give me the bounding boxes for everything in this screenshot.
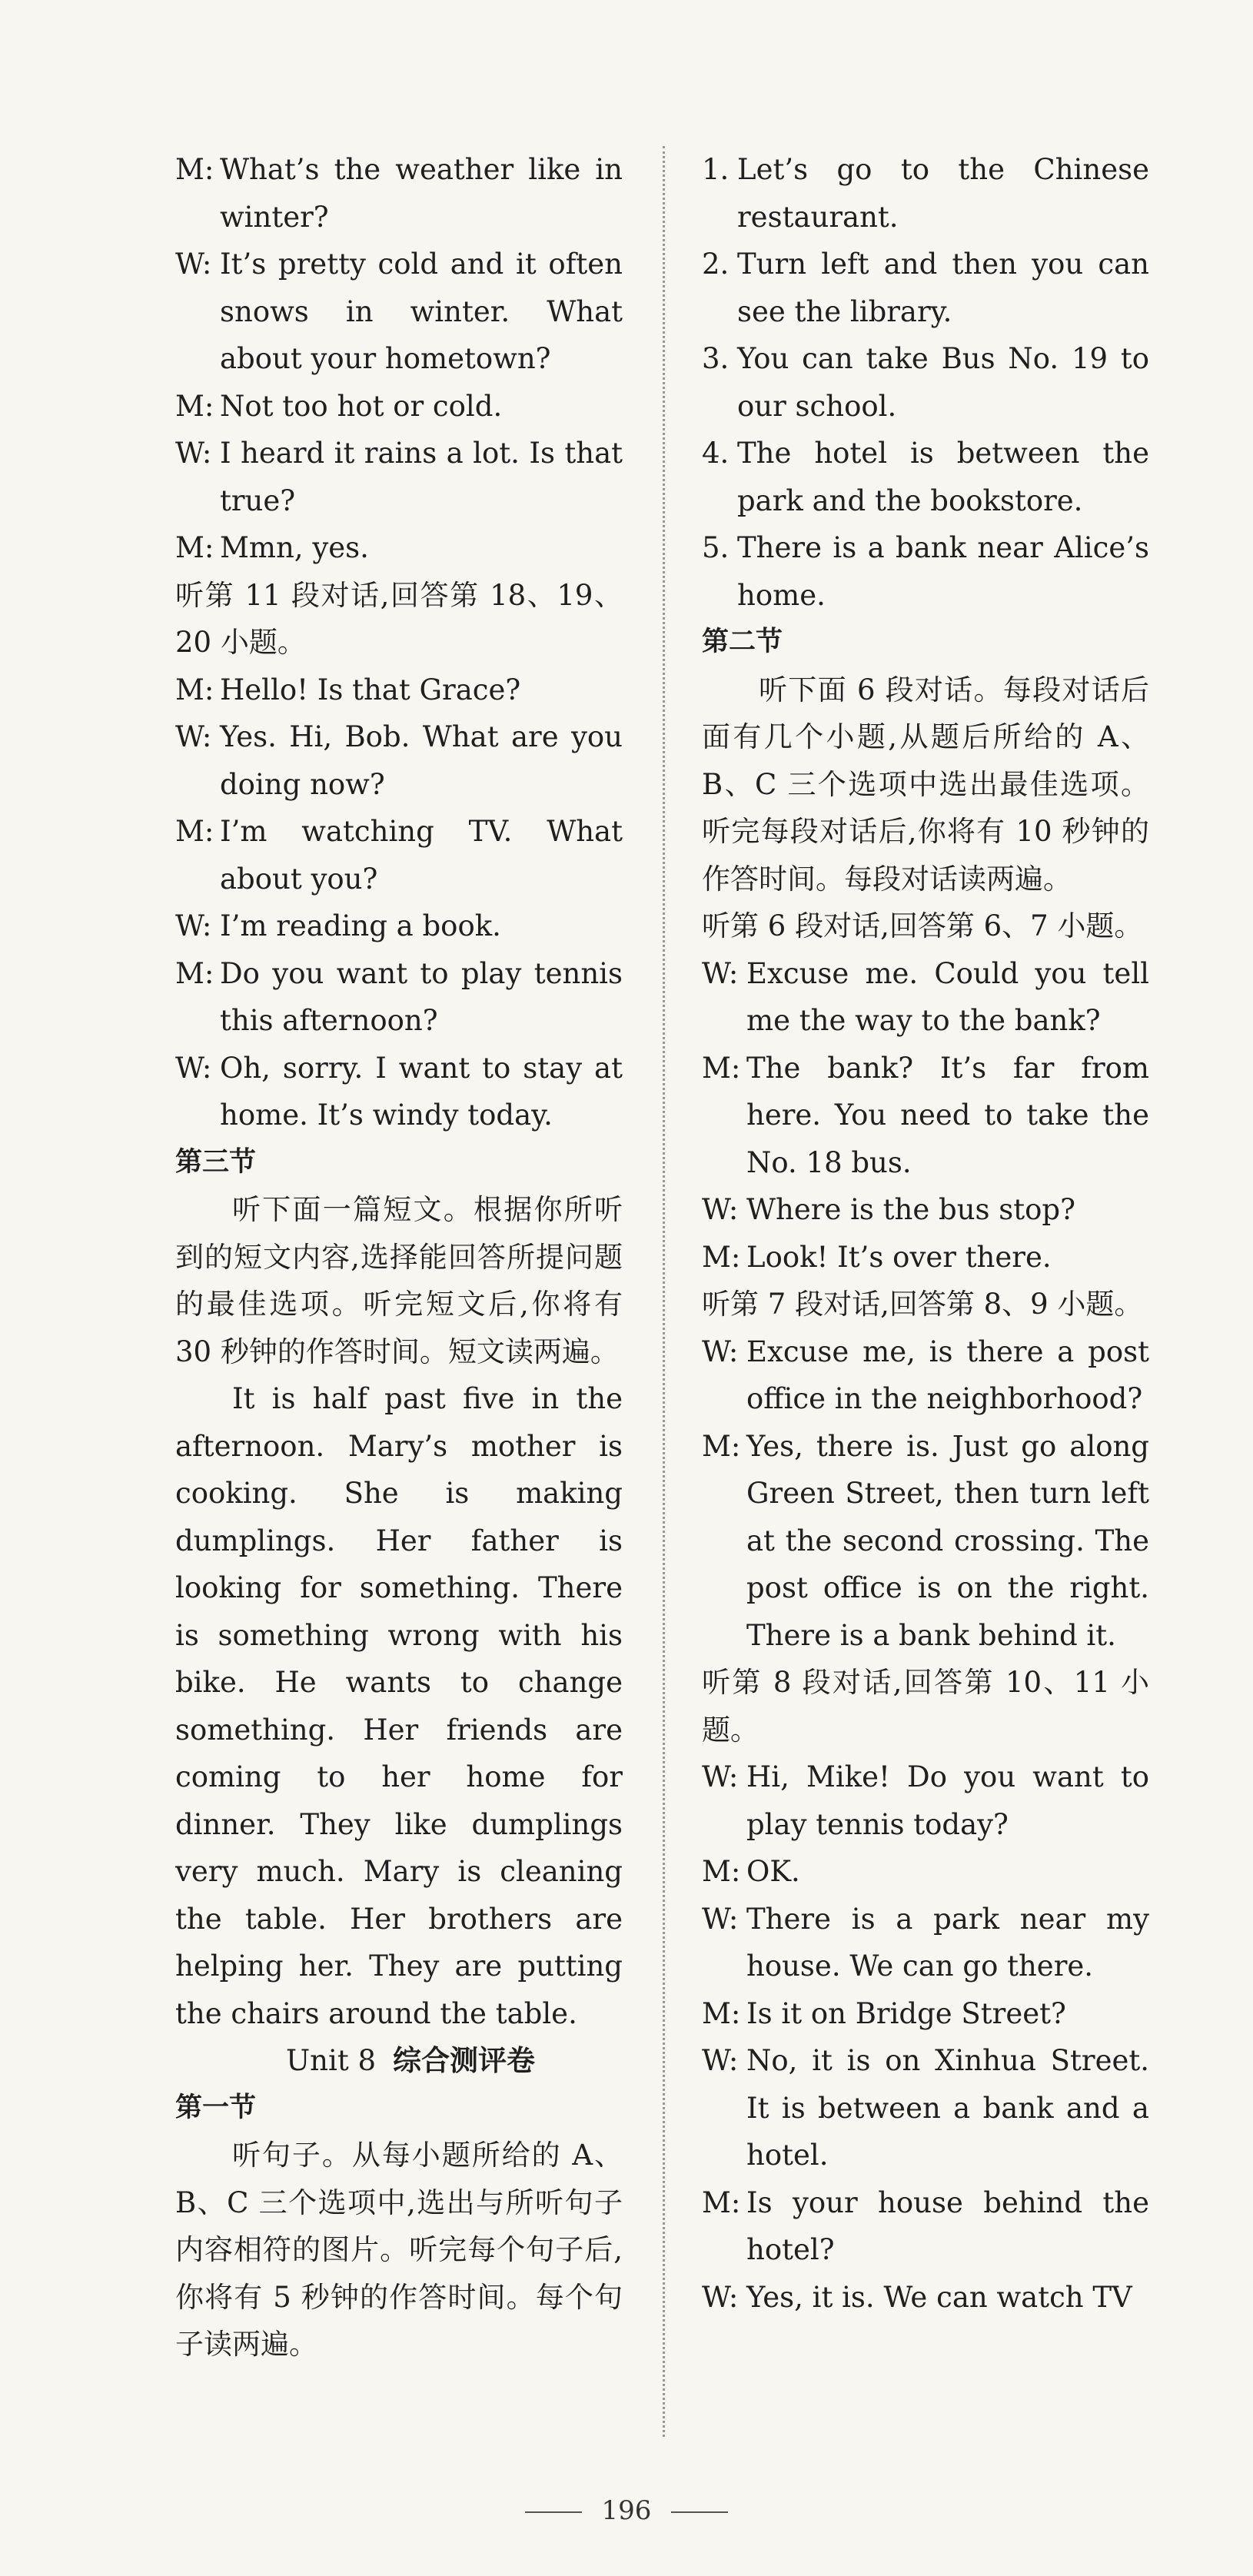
dialogue-line [702, 1234, 1149, 1281]
line-text: Excuse me, is there a post office in the neighborhood? [746, 1335, 1149, 1415]
section-2-instructions: 听下面 6 段对话。每段对话后面有几个小题,从题后所给的 A、B、C 三个选项中选出最佳选项。听完每段对话后,你将有 10 秒钟的作答时间。每段对话读两遍。 [702, 673, 1149, 896]
line-text: Yes, it is. We can watch TV [746, 2280, 1132, 2314]
line-text: What’s the weather like in winter? [220, 153, 623, 234]
page-number-dash-left [525, 2511, 582, 2513]
line-text: I heard it rains a lot. Is that true? [220, 437, 623, 517]
section-3-title: 第三节 [175, 1146, 257, 1178]
section-1-title: 第一节 [175, 2092, 257, 2123]
line-text: Yes. Hi, Bob. What are you doing now? [220, 720, 623, 801]
speaker-label: M: [175, 673, 214, 706]
unit-title: Unit 8 [285, 2044, 377, 2077]
right-column [702, 146, 1149, 2321]
dialogue-8 [702, 1753, 1149, 2321]
item-text: You can take Bus No. 19 to our school. [737, 342, 1149, 423]
item-number: 2. [702, 248, 730, 281]
speaker-label: W: [702, 1335, 739, 1368]
dialogue-line [702, 1990, 1149, 2038]
speaker-label: M: [175, 956, 214, 990]
listening-passage: It is half past five in the afternoon. Mary’s mother is cooking. She is making dumplings. Her father is looking for something. There is something wrong with his bike. He wants to change something. Her friends are coming to her home for dinner. They like dumplings very much. Mary is cleaning the table. Her brothers are helping her. They are putting the chairs around the table. [175, 1382, 623, 2030]
unit-heading [175, 2037, 623, 2085]
item-text: There is a bank near Alice’s home. [737, 531, 1149, 612]
dialogue-line [175, 383, 623, 430]
speaker-label: W: [175, 909, 212, 942]
speaker-label: M: [702, 2185, 741, 2219]
dialogue-line [175, 430, 623, 524]
dialogue-line [702, 1896, 1149, 1990]
left-column [175, 146, 623, 2368]
dialogue-line [175, 146, 623, 241]
speaker-label: W: [175, 1051, 212, 1085]
section-1-instructions: 听句子。从每小题所给的 A、B、C 三个选项中,选出与所听句子内容相符的图片。听完每个句子后,你将有 5 秒钟的作答时间。每个句子读两遍。 [175, 2139, 623, 2361]
speaker-label: W: [702, 1760, 739, 1793]
dialogue-7 [702, 1328, 1149, 1660]
speaker-label: M: [702, 1051, 741, 1085]
line-text: Yes, there is. Just go along Green Street, then turn left at the second crossing. The post office is on the right. There is a bank behind it. [746, 1429, 1149, 1652]
dialogue-line [702, 1328, 1149, 1423]
speaker-label: M: [702, 1996, 741, 2030]
speaker-label: M: [702, 1855, 741, 1888]
speaker-label: M: [702, 1429, 741, 1463]
dialogue-line [175, 950, 623, 1045]
list-item [702, 335, 1149, 430]
speaker-label: W: [702, 2280, 739, 2314]
item-number: 5. [702, 531, 730, 564]
speaker-label: W: [702, 2044, 739, 2077]
column-divider [663, 146, 665, 2437]
dialogue-block-2 [175, 666, 623, 1139]
line-text: Where is the bus stop? [746, 1193, 1075, 1226]
speaker-label: W: [175, 720, 212, 753]
line-text: Oh, sorry. I want to stay at home. It’s windy today. [220, 1051, 623, 1132]
dialogue-line [702, 1186, 1149, 1234]
line-text: Mmn, yes. [220, 531, 369, 564]
instruction-dialogue-8: 听第 8 段对话,回答第 10、11 小题。 [702, 1666, 1149, 1747]
list-item [702, 430, 1149, 524]
item-number: 1. [702, 153, 730, 186]
line-text: There is a park near my house. We can go there. [746, 1902, 1149, 1983]
dialogue-line [702, 1045, 1149, 1187]
dialogue-line [702, 2274, 1149, 2322]
instruction-dialogue-6: 听第 6 段对话,回答第 6、7 小题。 [702, 909, 1143, 942]
item-text: Turn left and then you can see the library. [737, 248, 1149, 328]
line-text: I’m reading a book. [220, 909, 501, 942]
line-text: Do you want to play tennis this afternoon? [220, 956, 623, 1037]
section-3-instructions: 听下面一篇短文。根据你所听到的短文内容,选择能回答所提问题的最佳选项。听完短文后,你将有 30 秒钟的作答时间。短文读两遍。 [175, 1193, 623, 1368]
section-2-title: 第二节 [702, 627, 783, 657]
item-number: 3. [702, 342, 730, 375]
line-text: The bank? It’s far from here. You need to take the No. 18 bus. [746, 1051, 1149, 1179]
dialogue-line [175, 524, 623, 572]
dialogue-line [702, 1423, 1149, 1660]
page-number [0, 2495, 1253, 2526]
line-text: Is it on Bridge Street? [746, 1996, 1066, 2030]
speaker-label: W: [175, 248, 212, 281]
line-text: Hello! Is that Grace? [220, 673, 521, 706]
item-number: 4. [702, 437, 730, 470]
list-item [702, 146, 1149, 241]
item-text: Let’s go to the Chinese restaurant. [737, 153, 1149, 234]
dialogue-block-1 [175, 146, 623, 572]
instruction-dialogue-7: 听第 7 段对话,回答第 8、9 小题。 [702, 1288, 1143, 1321]
page-number-dash-right [671, 2511, 728, 2513]
item-text: The hotel is between the park and the bookstore. [737, 437, 1149, 517]
line-text: It’s pretty cold and it often snows in winter. What about your hometown? [220, 248, 623, 375]
dialogue-line [702, 2179, 1149, 2274]
dialogue-line [175, 808, 623, 902]
sentence-list [702, 146, 1149, 619]
line-text: OK. [746, 1855, 800, 1888]
line-text: No, it is on Xinhua Street. It is between a bank and a hotel. [746, 2044, 1149, 2172]
dialogue-line [175, 1045, 623, 1139]
dialogue-line [702, 1848, 1149, 1896]
speaker-label: W: [702, 1193, 739, 1226]
list-item [702, 241, 1149, 335]
line-text: Hi, Mike! Do you want to play tennis today? [746, 1760, 1149, 1841]
speaker-label: M: [175, 389, 214, 423]
line-text: Look! It’s over there. [746, 1240, 1052, 1274]
line-text: I’m watching TV. What about you? [220, 815, 623, 896]
speaker-label: W: [702, 1902, 739, 1936]
speaker-label: W: [702, 956, 739, 990]
instruction-dialogue-11: 听第 11 段对话,回答第 18、19、20 小题。 [175, 578, 623, 659]
dialogue-line [702, 1753, 1149, 1848]
dialogue-line [175, 713, 623, 808]
list-item [702, 524, 1149, 619]
speaker-label: M: [175, 815, 214, 848]
dialogue-line [175, 241, 623, 383]
dialogue-6 [702, 950, 1149, 1281]
line-text: Is your house behind the hotel? [746, 2185, 1149, 2266]
speaker-label: M: [175, 531, 214, 564]
page-number-value: 196 [601, 2495, 652, 2526]
speaker-label: M: [702, 1240, 741, 1274]
unit-subtitle: 综合测评卷 [393, 2044, 536, 2077]
speaker-label: W: [175, 437, 212, 470]
line-text: Not too hot or cold. [220, 389, 503, 423]
line-text: Excuse me. Could you tell me the way to the bank? [746, 956, 1149, 1037]
dialogue-line [175, 902, 623, 950]
dialogue-line [175, 666, 623, 714]
dialogue-line [702, 950, 1149, 1045]
dialogue-line [702, 2037, 1149, 2179]
speaker-label: M: [175, 153, 214, 186]
